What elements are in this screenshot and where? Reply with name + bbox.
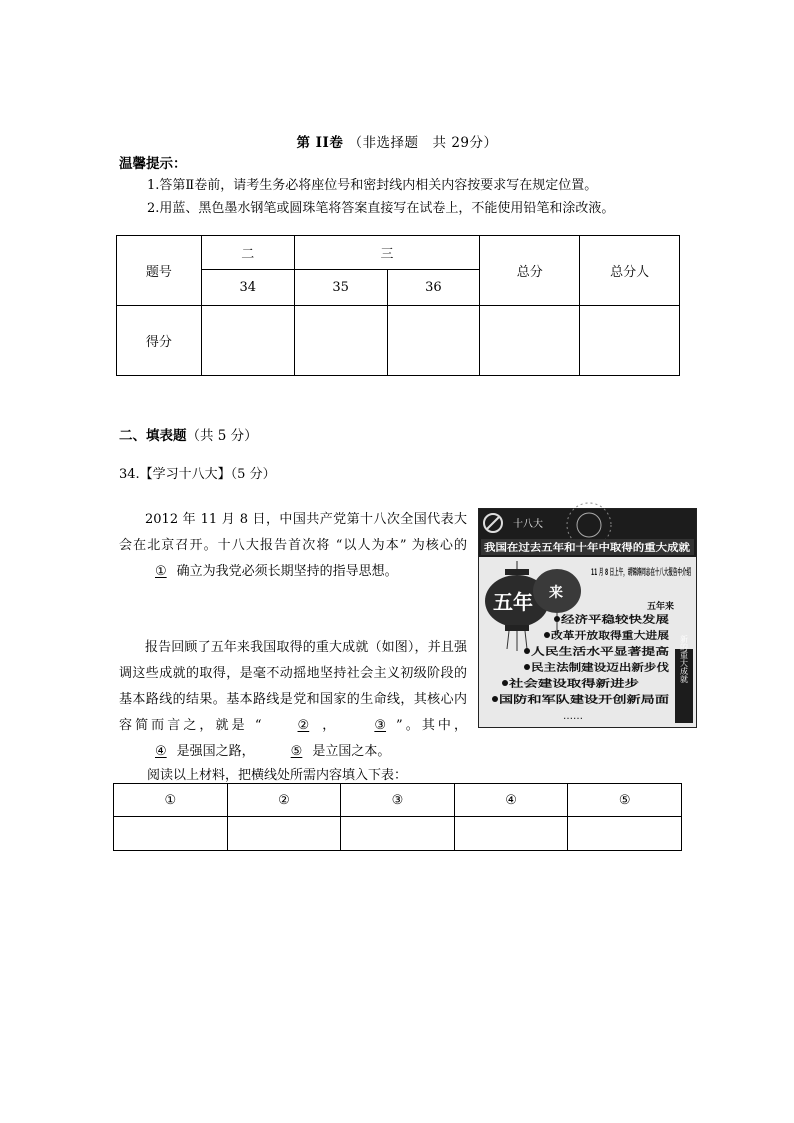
- tip-item-2: 2.用蓝、黑色墨水钢笔或圆珠笔将答案直接写在试卷上，不能使用铅笔和涂改液。: [147, 201, 615, 216]
- answer-header: ②: [227, 784, 341, 817]
- svg-text:11 月 8 日上午，胡锦涛同志在十八大报告中介绍: [591, 566, 791, 578]
- blank-4: ④: [155, 744, 167, 759]
- group-three-header: 三: [294, 236, 480, 270]
- q35-header: 35: [294, 270, 387, 306]
- read-instruction: 阅读以上材料，把横线处所需内容填入下表：: [147, 768, 408, 783]
- question-34-title: 34.【学习十八大】（5 分）: [119, 467, 276, 482]
- part-label: 第 II卷: [296, 135, 344, 151]
- total-header: 总分: [480, 236, 580, 306]
- score-cell[interactable]: [201, 306, 294, 376]
- answer-table: [113, 783, 682, 851]
- score-cell[interactable]: [480, 306, 580, 376]
- answer-header: ③: [341, 784, 455, 817]
- tips-heading: 温馨提示：: [119, 156, 187, 172]
- achievement-item: 社会建设取得新进步: [509, 679, 599, 690]
- answer-header: ⑤: [568, 784, 682, 817]
- newspaper-ellipsis: ……: [563, 711, 583, 722]
- answer-cell[interactable]: [454, 817, 568, 851]
- achievement-item: 国防和军队建设开创新局面: [499, 695, 619, 706]
- score-cell[interactable]: [580, 306, 680, 376]
- achievement-item: 人民生活水平显著提高: [531, 647, 631, 658]
- achievement-item: 民主法制建设迈出新步伐: [531, 663, 641, 674]
- tip-item-1: 1.答第Ⅱ卷前，请考生务必将座位号和密封线内相关内容按要求写在规定位置。: [147, 178, 598, 193]
- part-note: （非选择题 共 29分）: [348, 135, 498, 151]
- group-two-header: 二: [201, 236, 294, 270]
- answer-header: ④: [454, 784, 568, 817]
- answer-cell[interactable]: [227, 817, 341, 851]
- newspaper-masthead: 十八大: [513, 519, 543, 530]
- answer-cell[interactable]: [341, 817, 455, 851]
- part-title: [0, 131, 794, 151]
- blank-2: ②: [297, 718, 310, 733]
- newspaper-clipping: [478, 508, 791, 728]
- newspaper-intro: 11 月 8 日上午，胡锦涛同志在十八大报告中介绍: [591, 568, 791, 578]
- paragraph-1: 2012 年 11 月 8 日，中国共产党第十八次全国代表大会在北京召开。十八大报告首次将 “以人为本” 为核心的① 确立为我党必须长期坚持的指导思想。: [119, 507, 467, 585]
- answer-cell[interactable]: [568, 817, 682, 851]
- score-row-label: 得分: [117, 306, 202, 376]
- achievement-item: 改革开放取得重大进展: [551, 631, 651, 642]
- newspaper-headline: 我国在过去五年和十年中取得的重大成就: [484, 543, 664, 554]
- score-cell[interactable]: [294, 306, 387, 376]
- lantern-text: 五年: [493, 590, 533, 614]
- total-person-header: 总分人: [580, 236, 680, 306]
- lantern-text-2: 来: [549, 585, 563, 601]
- side-label: 新的重大成就: [679, 635, 689, 683]
- q34-header: 34: [201, 270, 294, 306]
- paragraph-2: 报告回顾了五年来我国取得的重大成就（如图），并且强调这些成就的取得，是毫不动摇地坚持社会主义初级阶段的基本路线的结果。基本路线是党和国家的生命线，其核心内容简而言之，就是 “ ② ， ③ ”。其中，④ 是强国之路， ⑤ 是立国之本。: [119, 635, 467, 765]
- row-header: 题号: [117, 236, 202, 306]
- answer-header: ①: [114, 784, 228, 817]
- q36-header: 36: [387, 270, 480, 306]
- achievement-item: 经济平稳较快发展: [561, 615, 641, 626]
- score-table: [116, 235, 680, 376]
- score-cell[interactable]: [387, 306, 480, 376]
- answer-cell[interactable]: [114, 817, 228, 851]
- section-2-title: 二、填表题（共 5 分）: [119, 428, 258, 444]
- blank-1: ①: [155, 564, 167, 579]
- newspaper-label: 五年来: [647, 602, 675, 612]
- blank-5: ⑤: [290, 744, 303, 759]
- blank-3: ③: [374, 718, 387, 733]
